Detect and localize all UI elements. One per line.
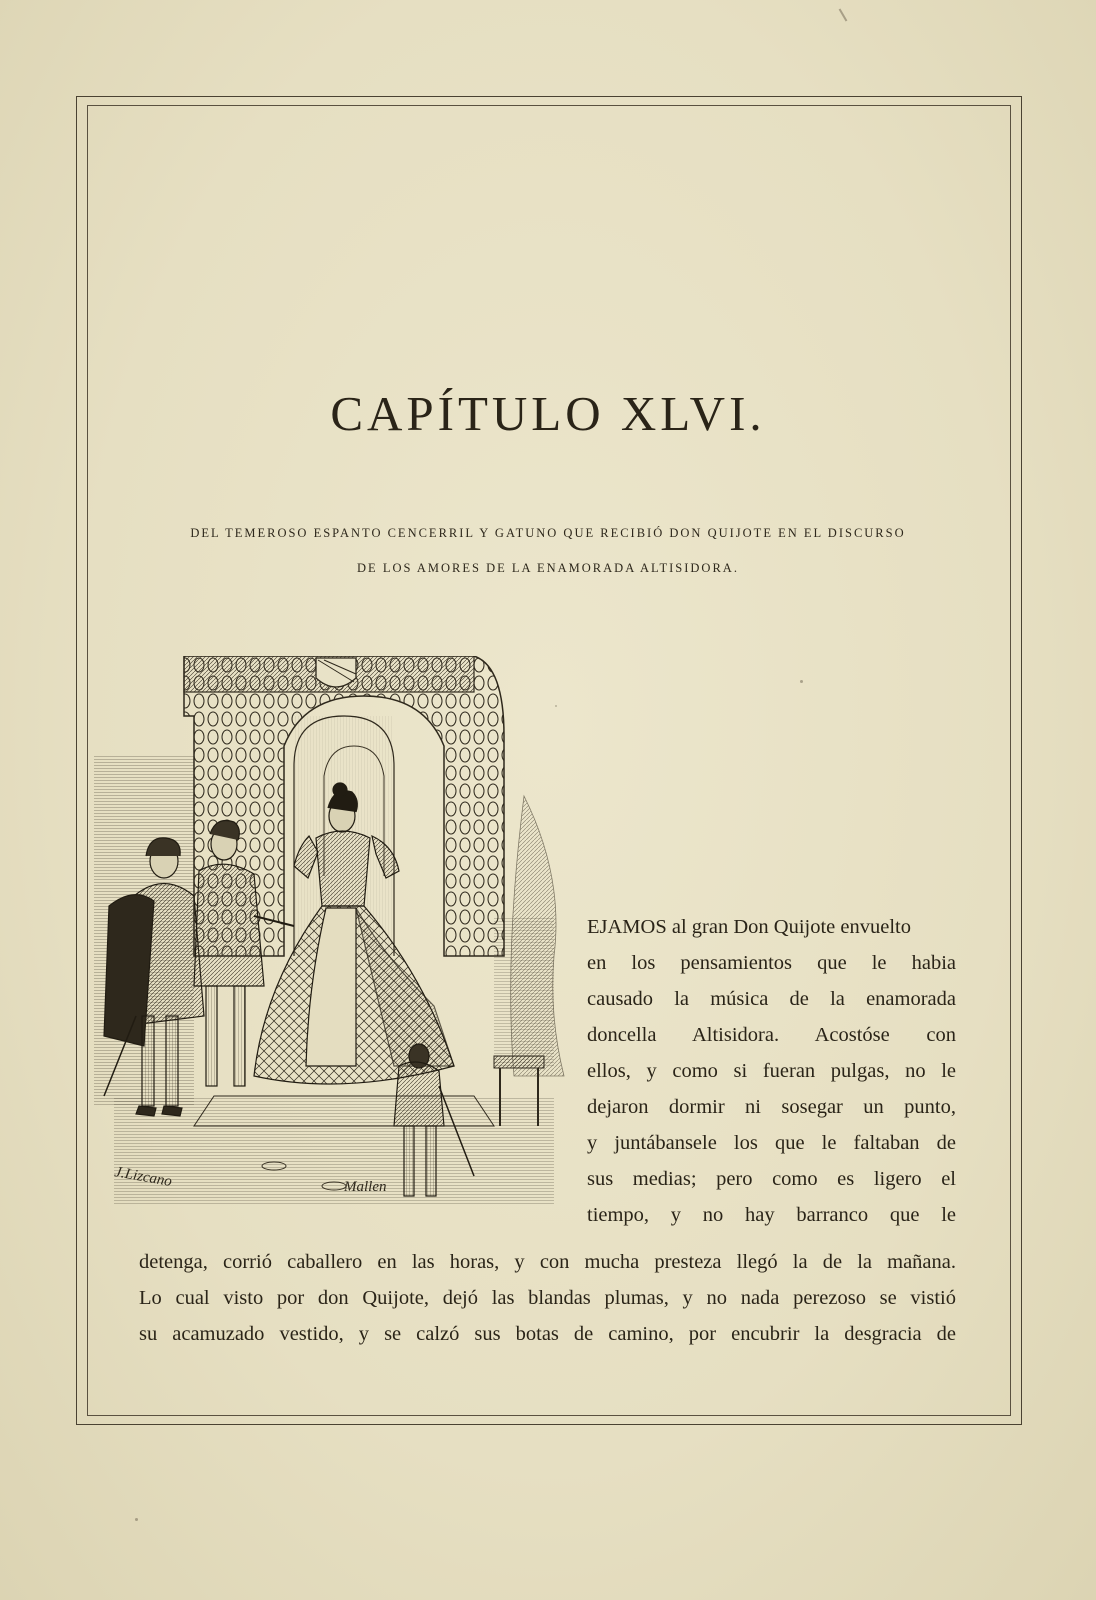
- chapter-subtitle-line-1: DEL TEMEROSO ESPANTO CENCERRIL Y GATUNO QUE RECIBIÓ DON QUIJOTE EN EL DISCURSO: [190, 526, 906, 540]
- engraving-signature-left: J.Lizcano: [113, 1164, 174, 1190]
- body-line-3: causado la música de la enamorada: [587, 988, 956, 1010]
- body-line-6: dejaron dormir ni sosegar un punto,: [587, 1096, 956, 1118]
- chapter-subtitle-line-2: DE LOS AMORES DE LA ENAMORADA ALTISIDORA.: [357, 561, 739, 575]
- body-line-8: sus medias; pero como es ligero el: [587, 1168, 956, 1190]
- body-line-4: doncella Altisidora. Acostóse con: [587, 1024, 956, 1046]
- engraving-signature-right: Mallen: [344, 1179, 387, 1195]
- body-line-7: y juntábansele los que le faltaban de: [587, 1132, 956, 1154]
- body-line-10: detenga, corrió caballero en las horas, y con mucha presteza llegó la de la mañana.: [139, 1251, 956, 1273]
- body-line-2: en los pensamientos que le habia: [587, 952, 956, 974]
- chapter-title: CAPÍTULO XLVI.: [330, 386, 766, 441]
- chapter-engraving: [94, 656, 582, 1230]
- body-line-5: ellos, y como si fueran pulgas, no le: [587, 1060, 956, 1082]
- body-line-12: su acamuzado vestido, y se calzó sus botas de camino, por encubrir la desgracia de: [139, 1323, 956, 1345]
- body-line-1: EJAMOS al gran Don Quijote envuelto: [587, 916, 911, 938]
- body-line-11: Lo cual visto por don Quijote, dejó las blandas plumas, y no nada perezoso se vistió: [139, 1287, 956, 1309]
- body-line-9: tiempo, y no hay barranco que le: [587, 1204, 956, 1226]
